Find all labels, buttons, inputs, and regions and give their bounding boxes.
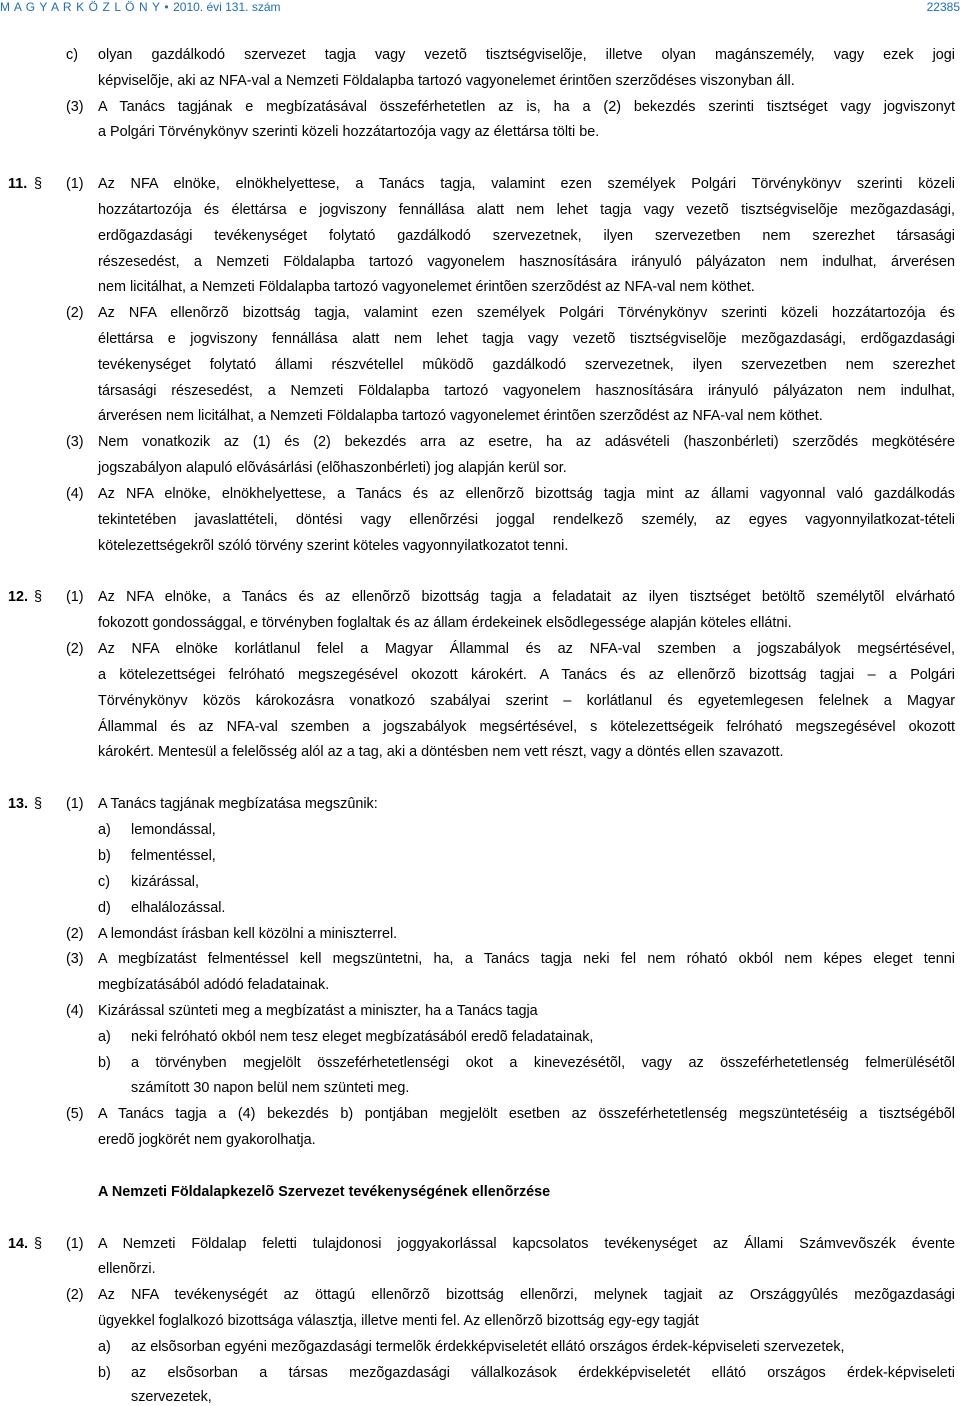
- section-number: 13.: [8, 796, 29, 812]
- text-line: olyan gazdálkodó szervezet tagja vagy vezetõ tisztségviselõje, illetve olyan magánszemély, vagy ezek jogi: [98, 47, 955, 63]
- text-line: károkért. Mentesül a felelõsség alól az a tag, aki a döntésben nem vett részt, vagy a döntés ellen szavazott.: [98, 744, 784, 760]
- text-line: a kötelezettségei felróható megszegésével okozott károkért. A Tanács és az ellenõrzõ bizottság tagjai – a Polgári: [98, 667, 955, 683]
- section-number: 14.: [8, 1236, 29, 1252]
- text-line: Az NFA elnöke, a Tanács és az ellenõrzõ bizottság tagja a feladatait az ilyen tisztséget betöltõ személytõl elvárható: [98, 589, 955, 605]
- paragraph-label: (3): [66, 434, 84, 450]
- page-number: 22385: [926, 0, 960, 14]
- text-line: Az NFA elnöke, elnökhelyettese, a Tanács és az ellenõrzõ bizottság tagja mint az állami vagyonnal való gazdálkodás: [98, 486, 955, 502]
- section-number: 11.: [8, 176, 28, 192]
- paragraph-label: (1): [66, 589, 84, 605]
- text-line: Az NFA ellenõrzõ bizottság tagja, valamint ezen személyek Polgári Törvénykönyv szerinti közeli hozzátartozója és: [98, 305, 955, 321]
- text-line: A megbízatást felmentéssel kell megszüntetni, ha, a Tanács tagja neki fel nem róható okból nem képes eleget tenni: [98, 951, 955, 967]
- text-line: hozzátartozója és élettársa e jogviszony fennállása alatt nem lehet tagja vagy vezetõ tisztségviselõje mezõgazdasági,: [98, 202, 955, 218]
- text-line: jogszabályon alapuló elõvásárlási (elõhaszonbérleti) jog alapján kerül sor.: [98, 460, 567, 476]
- text-line: felmentéssel,: [131, 848, 216, 864]
- item-label: a): [98, 822, 111, 838]
- text-line: Állammal és az NFA-val szemben a jogszabályok megsértésével, s kötelezettségeik felróható megszegésével okozott: [98, 719, 955, 735]
- paragraph-label: (5): [66, 1106, 84, 1122]
- section-heading: A Nemzeti Földalapkezelõ Szervezet tevékenységének ellenõrzése: [98, 1184, 551, 1200]
- text-line: társasági részesedést, a Nemzeti Földalapba tartozó vagyonelem hasznosítására irányuló pályázaton nem indulhat,: [98, 383, 955, 399]
- item-label: a): [98, 1029, 111, 1045]
- text-line: megbízatásából adódó feladatainak.: [98, 977, 330, 993]
- paragraph-label: (3): [66, 99, 84, 115]
- paragraph-label: (1): [66, 1236, 84, 1252]
- item-label: c): [98, 874, 110, 890]
- item-label: d): [98, 900, 111, 916]
- text-line: nem licitálhat, a Nemzeti Földalapba tartozó vagyonelemet érintõen szerzõdést az NFA-val nem köthet.: [98, 279, 755, 295]
- text-line: neki felróható okból nem tesz eleget megbízatásából eredõ feladatainak,: [131, 1029, 594, 1045]
- text-line: tevékenységet folytató állami részvétellel mûködõ gazdálkodó szervezetnek, ilyen szervezetben nem szerezhet: [98, 357, 955, 373]
- text-line: Kizárással szünteti meg a megbízatást a miniszter, ha a Tanács tagja: [98, 1003, 538, 1019]
- paragraph-label: (3): [66, 951, 84, 967]
- text-line: képviselõje, aki az NFA-val a Nemzeti Földalapba tartozó vagyonelemet érintõen szerzõdéses viszonyban áll.: [98, 73, 795, 89]
- paragraph-label: (2): [66, 305, 84, 321]
- paragraph-label: (4): [66, 1003, 84, 1019]
- bullet: •: [164, 0, 170, 14]
- text-line: elhalálozással.: [131, 900, 226, 916]
- text-line: Az NFA elnöke korlátlanul felel a Magyar Állammal és az NFA-val szemben a jogszabályok megsértésével,: [98, 641, 955, 657]
- text-line: Az NFA tevékenységét az öttagú ellenõrzõ bizottság ellenõrzi, melynek tagjait az Országgyûlés mezõgazdasági: [98, 1287, 955, 1303]
- text-line: a törvényben megjelölt összeférhetetlenségi okot a kinevezésétõl, vagy az összeférhetetlenség felmerülésétõl: [131, 1055, 955, 1071]
- section-sign: §: [34, 796, 43, 812]
- paragraph-label: (1): [66, 796, 84, 812]
- paragraph-label: (2): [66, 641, 84, 657]
- item-label: a): [98, 1339, 111, 1355]
- text-line: lemondással,: [131, 822, 216, 838]
- text-line: szervezetek,: [131, 1389, 212, 1405]
- section-sign: §: [34, 176, 43, 192]
- text-line: A Tanács tagjának e megbízatásával összeférhetetlen az is, ha a (2) bekezdés szerinti tisztséget vagy jogviszonyt: [98, 99, 955, 115]
- page-header: [0, 0, 960, 14]
- text-line: erdõgazdasági tevékenységet folytató gazdálkodó szervezetnek, ilyen szervezetben nem szerezhet társasági: [98, 228, 955, 244]
- text-line: kizárással,: [131, 874, 199, 890]
- text-line: a Polgári Törvénykönyv szerinti közeli hozzátartozója vagy az élettársa tölti be.: [98, 124, 600, 140]
- text-line: eredõ jogkörét nem gyakorolhatja.: [98, 1132, 316, 1148]
- journal-name: M A G Y A R K Ö Z L Ö N Y: [0, 0, 161, 14]
- text-line: árverésen nem licitálhat, a Nemzeti Földalapba tartozó vagyonelemet érintõen szerzõdést az NFA-val nem köthet.: [98, 408, 823, 424]
- section-number: 12.: [8, 589, 29, 605]
- text-line: Törvénykönyv közös károkozásra vonatkozó szabályai szerint – korlátlanul és egyetemlegesen felelnek a Magyar: [98, 693, 955, 709]
- text-line: számított 30 napon belül nem szünteti meg.: [131, 1080, 410, 1096]
- text-line: ellenõrzi.: [98, 1261, 156, 1277]
- text-line: az elsõsorban egyéni mezõgazdasági termelõk érdekképviseletét ellátó országos érdek-képviseleti szervezetek,: [131, 1339, 845, 1355]
- text-line: az elsõsorban a társas mezõgazdasági vállalkozások érdekképviseletét ellátó országos érdek-képviseleti: [131, 1365, 955, 1381]
- text-line: A Tanács tagjának megbízatása megszûnik:: [98, 796, 378, 812]
- paragraph-label: (2): [66, 926, 84, 942]
- item-label: b): [98, 848, 111, 864]
- text-line: élettársa e jogviszony fennállása alatt nem lehet tagja vagy vezetõ tisztségviselõje mezõgazdasági, erdõgazdasági: [98, 331, 955, 347]
- text-line: A Nemzeti Földalap feletti tulajdonosi joggyakorlással kapcsolatos tevékenységet az Állami Számvevõszék évente: [98, 1236, 955, 1252]
- paragraph-label: (4): [66, 486, 84, 502]
- item-label: b): [98, 1365, 111, 1381]
- section-sign: §: [34, 1236, 43, 1252]
- issue-label: 2010. évi 131. szám: [173, 0, 281, 14]
- text-line: A Tanács tagja a (4) bekezdés b) pontjában megjelölt esetben az összeférhetetlenség megszüntetéséig a tisztségébõl: [98, 1106, 955, 1122]
- item-label: b): [98, 1055, 111, 1071]
- item-label: c): [66, 47, 78, 63]
- text-line: kötelezettségekrõl szóló törvény szerint köteles vagyonnyilatkozatot tenni.: [98, 538, 569, 554]
- text-line: A lemondást írásban kell közölni a miniszterrel.: [98, 926, 398, 942]
- paragraph-label: (2): [66, 1287, 84, 1303]
- text-line: ügyekkel foglalkozó bizottsága választja, illetve menti fel. Az ellenõrzõ bizottság egy-egy tagját: [98, 1313, 699, 1329]
- running-title: [0, 0, 281, 14]
- text-line: fokozott gondossággal, e törvényben foglaltak és az állam érdekeinek elsõdlegessége alapján köteles ellátni.: [98, 615, 792, 631]
- section-sign: §: [34, 589, 43, 605]
- text-line: tekintetében javaslattételi, döntési vagy ellenõrzési joggal rendelkezõ személy, az egyes vagyonnyilatkozat-tételi: [98, 512, 955, 528]
- text-line: Az NFA elnöke, elnökhelyettese, a Tanács tagja, valamint ezen személyek Polgári Törvénykönyv szerinti közeli: [98, 176, 955, 192]
- text-line: részesedést, a Nemzeti Földalapba tartozó vagyonelem hasznosítására irányuló pályázaton nem indulhat, árverésen: [98, 254, 955, 270]
- paragraph-label: (1): [66, 176, 84, 192]
- text-line: Nem vonatkozik az (1) és (2) bekezdés arra az esetre, ha az adásvételi (haszonbérleti) szerzõdés megkötésére: [98, 434, 955, 450]
